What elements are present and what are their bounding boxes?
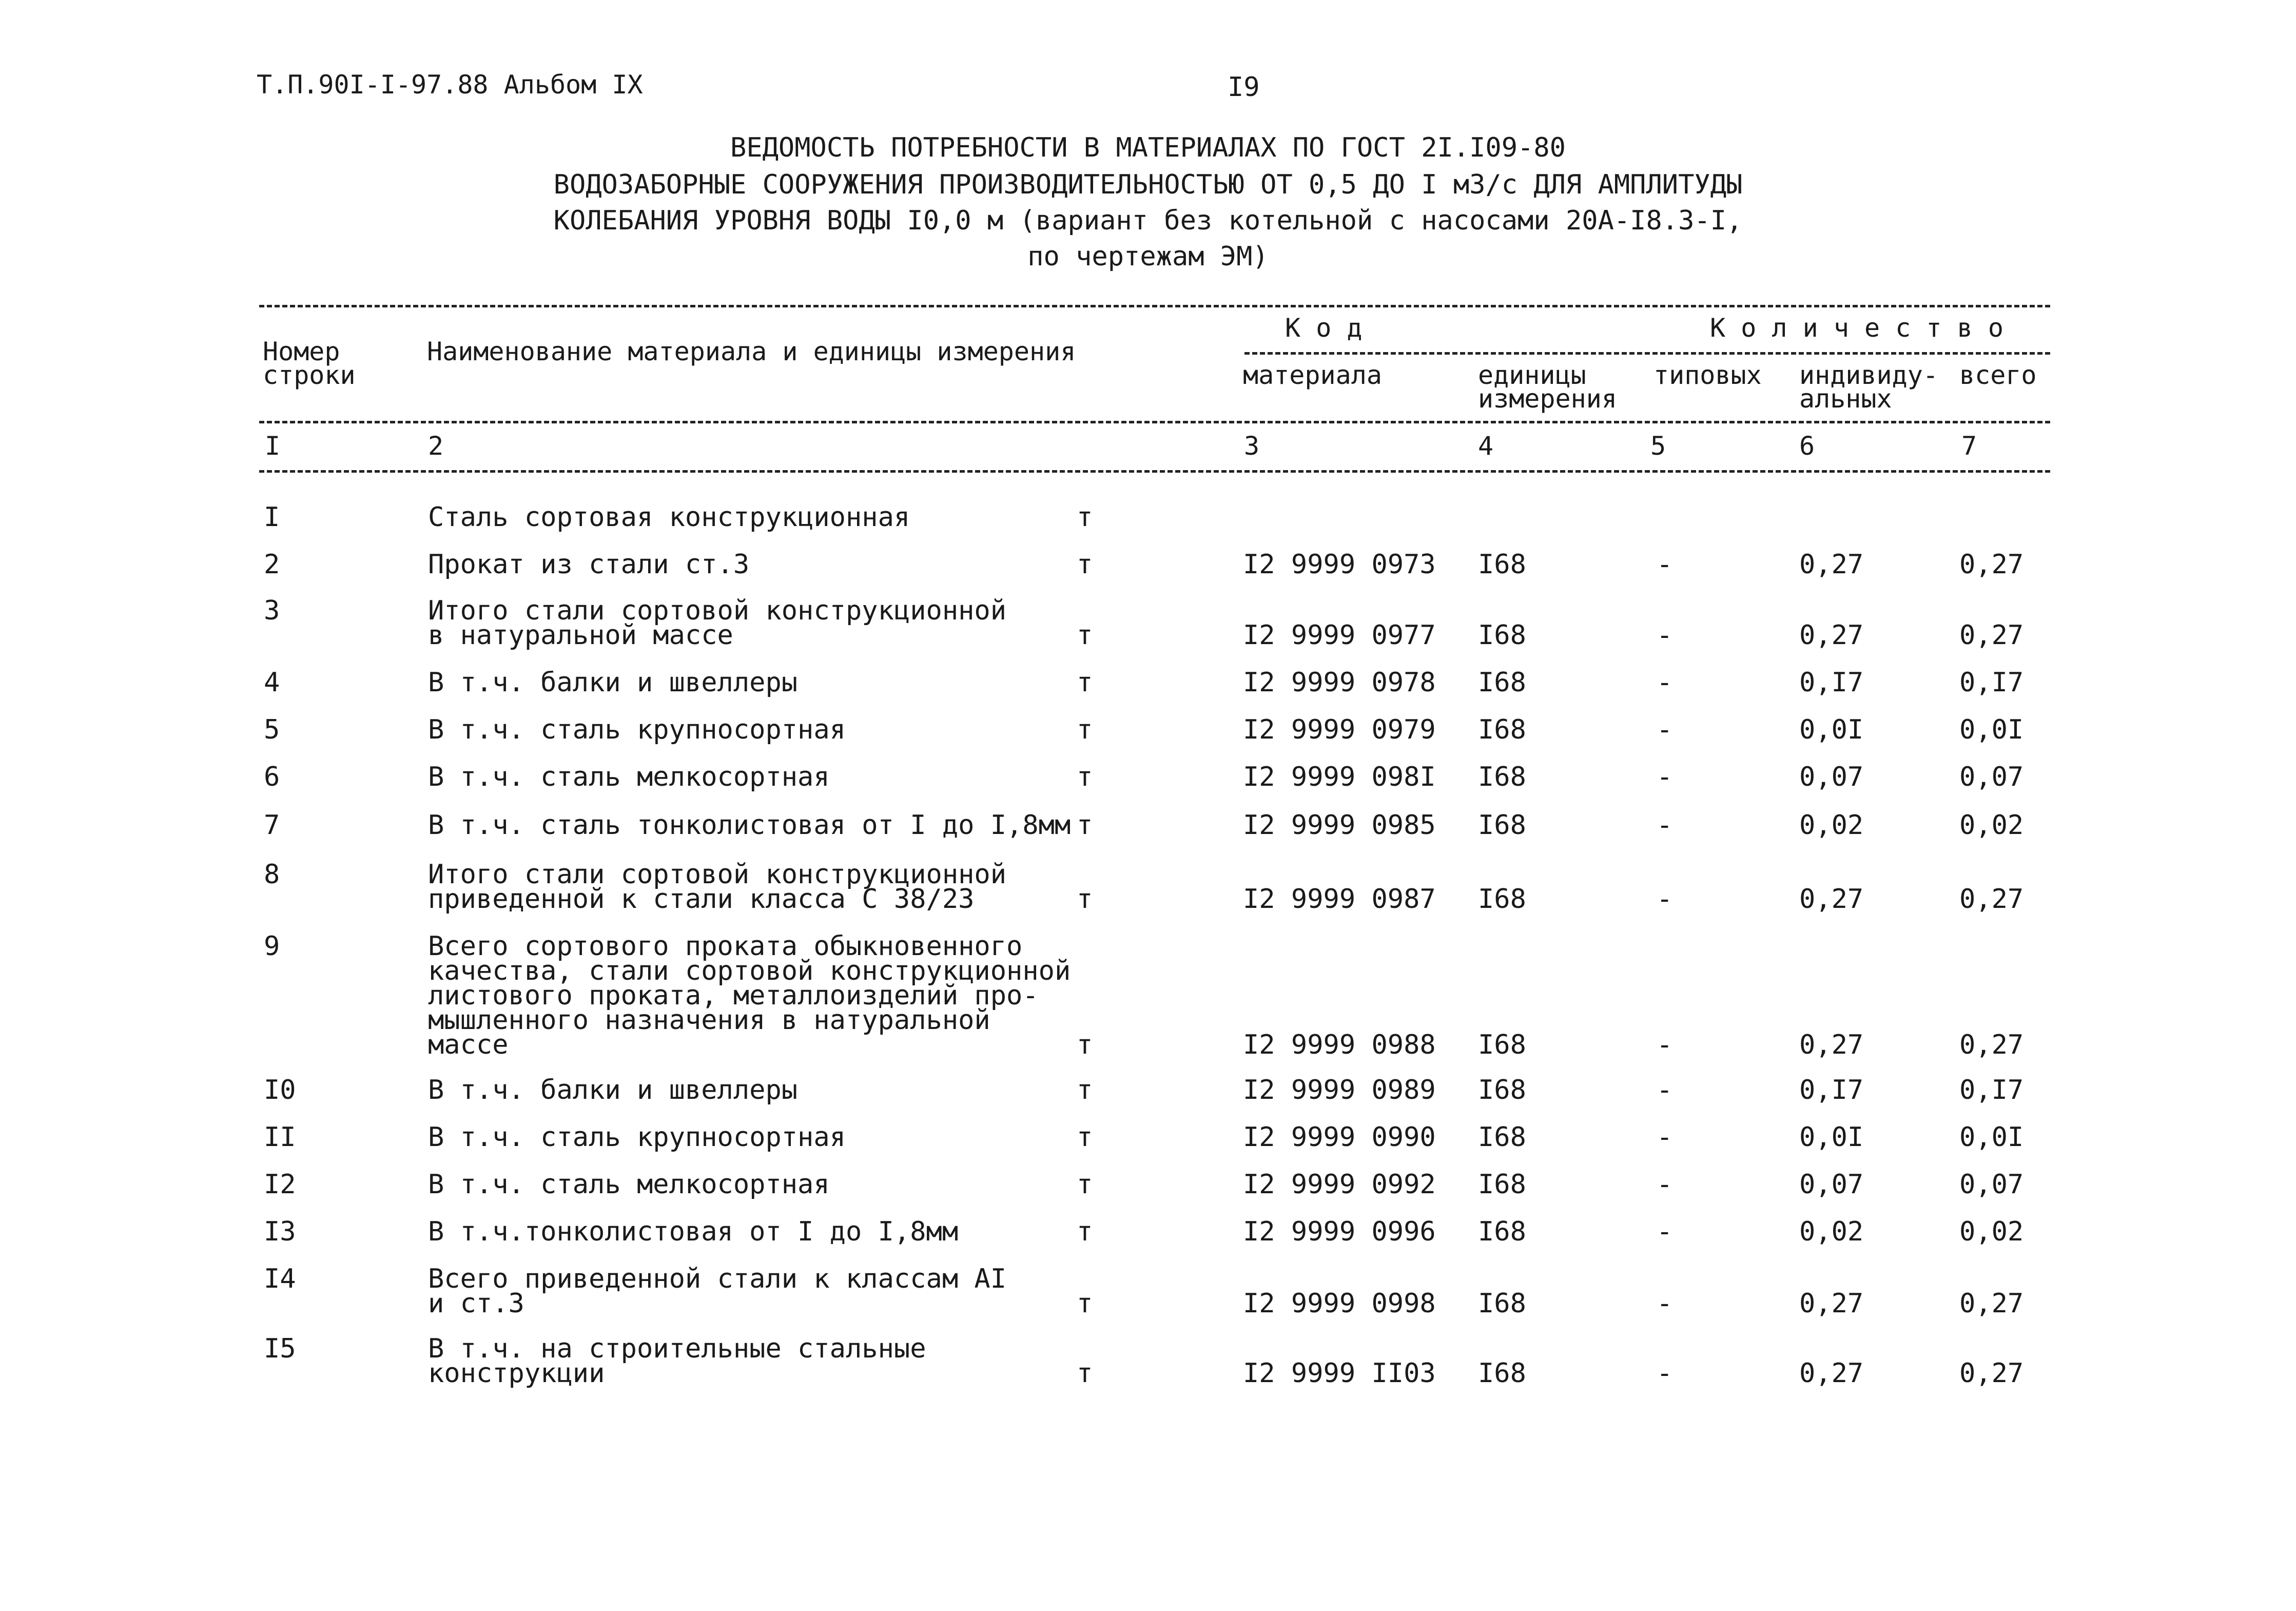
qty-typical: - bbox=[1657, 549, 1673, 580]
material-code: I2 9999 II03 bbox=[1243, 1358, 1436, 1389]
material-name: В т.ч. сталь крупносортная bbox=[428, 714, 846, 745]
material-name: В т.ч. балки и швеллеры bbox=[428, 1075, 798, 1105]
unit-code: I68 bbox=[1478, 884, 1526, 915]
unit: т bbox=[1077, 1122, 1093, 1153]
header-rule-top bbox=[259, 305, 2050, 307]
page-number: I9 bbox=[1228, 72, 1260, 103]
qty-individual: 0,I7 bbox=[1799, 667, 1864, 698]
qty-typical: - bbox=[1657, 810, 1673, 841]
material-name: В т.ч. сталь мелкосортная bbox=[428, 1169, 830, 1200]
material-code: I2 9999 0998 bbox=[1243, 1288, 1436, 1319]
material-code: I2 9999 0996 bbox=[1243, 1216, 1436, 1247]
unit: т bbox=[1077, 714, 1093, 745]
qty-total: 0,I7 bbox=[1959, 667, 2024, 698]
unit: т bbox=[1077, 1288, 1093, 1319]
header-rule-sub bbox=[1244, 352, 2050, 355]
qty-total: 0,I7 bbox=[1959, 1075, 2024, 1105]
qty-individual: 0,27 bbox=[1799, 1288, 1864, 1319]
qty-individual: 0,02 bbox=[1799, 1216, 1864, 1247]
row-number: 6 bbox=[264, 762, 280, 792]
qty-typical: - bbox=[1657, 762, 1673, 792]
material-name: В т.ч. сталь крупносортная bbox=[428, 1122, 846, 1153]
material-name: Прокат из стали ст.3 bbox=[428, 549, 750, 580]
unit: т bbox=[1077, 762, 1093, 792]
unit-code: I68 bbox=[1478, 1288, 1526, 1319]
qty-total: 0,27 bbox=[1959, 884, 2024, 915]
row-number: II bbox=[264, 1122, 296, 1153]
material-name: В т.ч.тонколистовая от I до I,8мм bbox=[428, 1216, 959, 1247]
row-number: 3 bbox=[264, 595, 280, 626]
row-number: 8 bbox=[264, 859, 280, 890]
unit-code: I68 bbox=[1478, 620, 1526, 651]
qty-individual: 0,27 bbox=[1799, 620, 1864, 651]
qty-total: 0,27 bbox=[1959, 1288, 2024, 1319]
col-number-1: I bbox=[265, 431, 281, 461]
col-number-2: 2 bbox=[428, 431, 444, 461]
qty-total: 0,27 bbox=[1959, 549, 2024, 580]
unit-code: I68 bbox=[1478, 549, 1526, 580]
material-name: В т.ч. балки и швеллеры bbox=[428, 667, 798, 698]
qty-total: 0,07 bbox=[1959, 762, 2024, 792]
material-code: I2 9999 0990 bbox=[1243, 1122, 1436, 1153]
qty-individual: 0,27 bbox=[1799, 884, 1864, 915]
row-number: I0 bbox=[264, 1075, 296, 1105]
row-number: 7 bbox=[264, 810, 280, 841]
unit: т bbox=[1077, 810, 1093, 841]
row-number: I4 bbox=[264, 1264, 296, 1294]
material-code: I2 9999 0988 bbox=[1243, 1030, 1436, 1060]
row-number: I3 bbox=[264, 1216, 296, 1247]
col-number-7: 7 bbox=[1961, 431, 1977, 461]
row-number: 4 bbox=[264, 667, 280, 698]
unit: т bbox=[1077, 549, 1093, 580]
material-name: В т.ч. сталь мелкосортная bbox=[428, 762, 830, 792]
title-line-2: ВОДОЗАБОРНЫЕ СООРУЖЕНИЯ ПРОИЗВОДИТЕЛЬНОСТЬЮ ОТ 0,5 ДО I м3/с ДЛЯ АМПЛИТУДЫ bbox=[553, 169, 1743, 200]
row-number: I5 bbox=[264, 1333, 296, 1364]
title-line-4: по чертежам ЭМ) bbox=[1027, 241, 1269, 272]
col-header-typical: типовых bbox=[1653, 360, 1762, 390]
qty-individual: 0,27 bbox=[1799, 1030, 1864, 1060]
unit-code: I68 bbox=[1478, 1030, 1526, 1060]
unit-code: I68 bbox=[1478, 762, 1526, 792]
unit: т bbox=[1077, 1030, 1093, 1060]
qty-typical: - bbox=[1657, 884, 1673, 915]
document-reference: Т.П.90I-I-97.88 Альбом IX bbox=[257, 70, 643, 100]
qty-total: 0,07 bbox=[1959, 1169, 2024, 1200]
qty-typical: - bbox=[1657, 1288, 1673, 1319]
material-code: I2 9999 0977 bbox=[1243, 620, 1436, 651]
col-header-total: всего bbox=[1959, 360, 2037, 390]
material-name: В т.ч. на строительные стальные конструкции bbox=[428, 1333, 926, 1389]
col-header-qty-group: К о л и ч е с т в о bbox=[1710, 313, 2003, 343]
qty-typical: - bbox=[1657, 667, 1673, 698]
unit: т bbox=[1077, 1358, 1093, 1389]
material-name: Всего сортового проката обыкновенного качества, стали сортовой конструкционной листового проката, металлоизделий про- мышленного назначения в натуральной массе bbox=[428, 931, 1071, 1060]
qty-individual: 0,07 bbox=[1799, 1169, 1864, 1200]
col-header-indiv-1: индивиду- bbox=[1799, 360, 1938, 390]
row-number: 9 bbox=[264, 931, 280, 962]
qty-individual: 0,02 bbox=[1799, 810, 1864, 841]
header-rule-bottom bbox=[259, 470, 2050, 473]
unit: т bbox=[1077, 1216, 1093, 1247]
qty-typical: - bbox=[1657, 1030, 1673, 1060]
material-code: I2 9999 0979 bbox=[1243, 714, 1436, 745]
unit-code: I68 bbox=[1478, 1075, 1526, 1105]
col-header-code-group: К о д bbox=[1285, 313, 1363, 343]
qty-typical: - bbox=[1657, 1169, 1673, 1200]
unit-code: I68 bbox=[1478, 1122, 1526, 1153]
qty-typical: - bbox=[1657, 714, 1673, 745]
unit: т bbox=[1077, 1075, 1093, 1105]
col-header-row-no-2: строки bbox=[263, 360, 356, 390]
title-line-3: КОЛЕБАНИЯ УРОВНЯ ВОДЫ I0,0 м (вариант без котельной с насосами 20А-I8.3-I, bbox=[553, 205, 1743, 236]
col-header-row-no-1: Номер bbox=[263, 337, 340, 366]
unit-code: I68 bbox=[1478, 714, 1526, 745]
unit-code: I68 bbox=[1478, 810, 1526, 841]
qty-typical: - bbox=[1657, 1216, 1673, 1247]
col-header-indiv-2: альных bbox=[1799, 384, 1892, 414]
material-name: Итого стали сортовой конструкционной приведенной к стали класса С 38/23 bbox=[428, 859, 1007, 915]
col-number-6: 6 bbox=[1799, 431, 1815, 461]
col-number-3: 3 bbox=[1244, 431, 1260, 461]
material-code: I2 9999 098I bbox=[1243, 762, 1436, 792]
material-name: Сталь сортовая конструкционная bbox=[428, 502, 910, 533]
qty-typical: - bbox=[1657, 1122, 1673, 1153]
qty-individual: 0,0I bbox=[1799, 1122, 1864, 1153]
col-number-5: 5 bbox=[1650, 431, 1666, 461]
row-number: I bbox=[264, 502, 280, 533]
header-rule-mid bbox=[259, 421, 2050, 423]
qty-individual: 0,27 bbox=[1799, 1358, 1864, 1389]
unit-code: I68 bbox=[1478, 1358, 1526, 1389]
col-header-name: Наименование материала и единицы измерения bbox=[427, 337, 1076, 366]
qty-total: 0,27 bbox=[1959, 1358, 2024, 1389]
unit-code: I68 bbox=[1478, 667, 1526, 698]
material-code: I2 9999 0992 bbox=[1243, 1169, 1436, 1200]
col-header-unit-1: единицы bbox=[1478, 360, 1586, 390]
unit-code: I68 bbox=[1478, 1169, 1526, 1200]
qty-typical: - bbox=[1657, 1358, 1673, 1389]
material-name: В т.ч. сталь тонколистовая от I до I,8мм bbox=[428, 810, 1071, 841]
material-code: I2 9999 0985 bbox=[1243, 810, 1436, 841]
material-code: I2 9999 0978 bbox=[1243, 667, 1436, 698]
col-number-4: 4 bbox=[1478, 431, 1494, 461]
unit: т bbox=[1077, 884, 1093, 915]
unit: т bbox=[1077, 1169, 1093, 1200]
qty-total: 0,02 bbox=[1959, 810, 2024, 841]
material-code: I2 9999 0973 bbox=[1243, 549, 1436, 580]
unit: т bbox=[1077, 667, 1093, 698]
qty-typical: - bbox=[1657, 620, 1673, 651]
row-number: I2 bbox=[264, 1169, 296, 1200]
col-header-unit-2: измерения bbox=[1478, 384, 1617, 414]
unit: т bbox=[1077, 620, 1093, 651]
qty-total: 0,0I bbox=[1959, 714, 2024, 745]
qty-individual: 0,27 bbox=[1799, 549, 1864, 580]
qty-total: 0,27 bbox=[1959, 620, 2024, 651]
qty-individual: 0,07 bbox=[1799, 762, 1864, 792]
title-line-1: ВЕДОМОСТЬ ПОТРЕБНОСТИ В МАТЕРИАЛАХ ПО ГОСТ 2I.I09-80 bbox=[730, 132, 1566, 163]
material-code: I2 9999 0987 bbox=[1243, 884, 1436, 915]
qty-individual: 0,I7 bbox=[1799, 1075, 1864, 1105]
unit-code: I68 bbox=[1478, 1216, 1526, 1247]
material-code: I2 9999 0989 bbox=[1243, 1075, 1436, 1105]
qty-total: 0,27 bbox=[1959, 1030, 2024, 1060]
row-number: 5 bbox=[264, 714, 280, 745]
qty-typical: - bbox=[1657, 1075, 1673, 1105]
qty-total: 0,0I bbox=[1959, 1122, 2024, 1153]
row-number: 2 bbox=[264, 549, 280, 580]
qty-individual: 0,0I bbox=[1799, 714, 1864, 745]
col-header-material: материала bbox=[1243, 360, 1382, 390]
material-name: Итого стали сортовой конструкционной в натуральной массе bbox=[428, 595, 1007, 651]
unit: т bbox=[1077, 502, 1093, 533]
qty-total: 0,02 bbox=[1959, 1216, 2024, 1247]
material-name: Всего приведенной стали к классам АI и ст.3 bbox=[428, 1264, 1007, 1319]
